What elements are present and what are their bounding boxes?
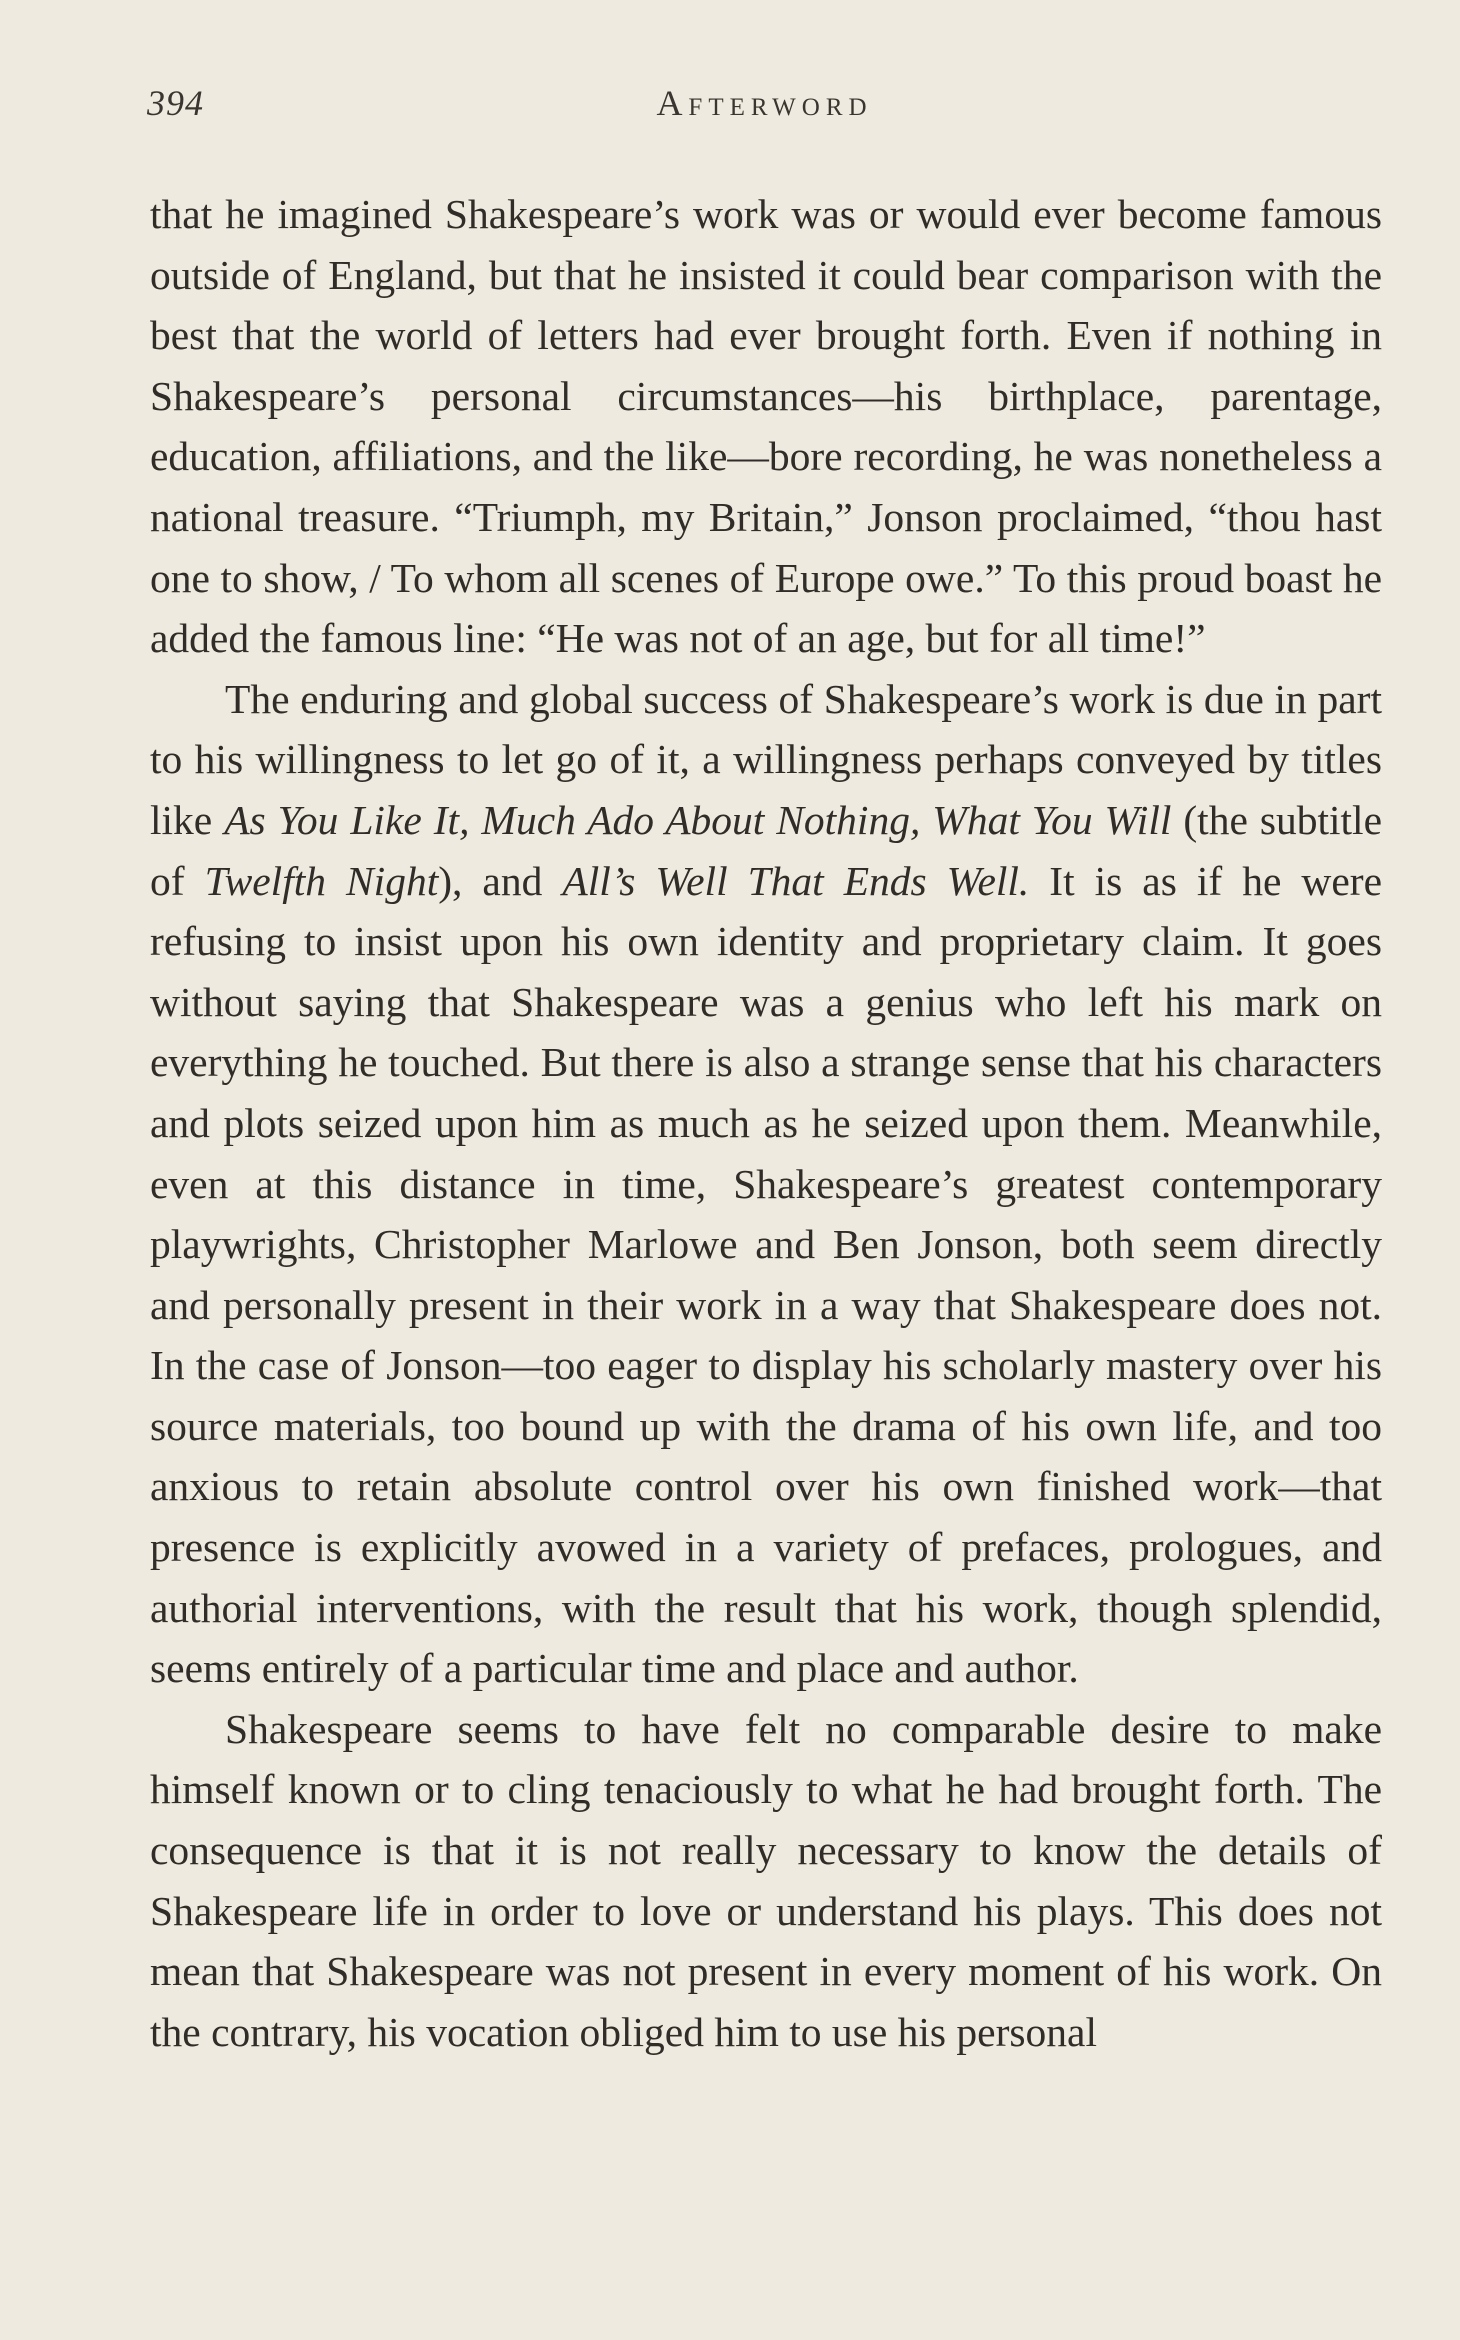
running-head (147, 82, 1382, 132)
paragraph (150, 1699, 1382, 2063)
paragraph-text: Shakespeare seems to have felt no comparable desire to make himself known or to cling tenaciously to what he had brought forth. The consequence is that it is not really necessary to know the details of Shakespeare life in order to love or understand his plays. This does not mean that Shakespeare was not present in every moment of his work. On the contrary, his vocation obliged him to use his personal (150, 1705, 1382, 2055)
paragraph (150, 669, 1382, 1699)
paragraph-text: The enduring and global success of Shakespeare’s work is due in part to his willingness to let go of it, a willingness perhaps conveyed by titles like (150, 675, 1382, 843)
page-number: 394 (147, 83, 204, 123)
paragraph-text: It is as if he were refusing to insist upon his own identity and proprietary claim. It goes without saying that Shakespeare was a genius who left his mark on everything he touched. But there is also a strange sense that his characters and plots seized upon him as much as he seized upon them. Meanwhile, even at this distance in time, Shakespeare’s greatest contemporary playwrights, Christopher Marlowe and Ben Jonson, both seem directly and personally present in their work in a way that Shakespeare does not. In the case of Jonson—too eager to display his scholarly mastery over his source materials, too bound up with the drama of his own life, and too anxious to retain absolute control over his own finished work—that presence is explicitly avowed in a variety of prefaces, prologues, and authorial interventions, with the result that his work, though splendid, seems entirely of a particular time and place and author. (150, 857, 1383, 1692)
running-title: Afterword (656, 83, 873, 123)
italic-title-text: All’s Well That Ends Well. (562, 857, 1030, 904)
paragraph-text: (the subtitle of (150, 796, 1383, 904)
body-text (150, 184, 1382, 2062)
paragraph (150, 184, 1382, 669)
italic-title-text: Twelfth Night (204, 857, 439, 904)
paragraph-text: that he imagined Shakespeare’s work was or would ever become famous outside of England, but that he insisted it could bear comparison with the best that the world of letters had ever brought forth. Even if nothing in Shakespeare’s personal circumstances—his birthplace, parentage, education, affiliations, and the like—bore recording, he was nonetheless a national treasure. “Triumph, my Britain,” Jonson proclaimed, “thou hast one to show, / To whom all scenes of Europe owe.” To this proud boast he added the famous line: “He was not of an age, but for all time!” (150, 191, 1382, 662)
italic-title-text: As You Like It, Much Ado About Nothing, What You Will (224, 796, 1172, 843)
paragraph-text: ), and (438, 857, 563, 904)
